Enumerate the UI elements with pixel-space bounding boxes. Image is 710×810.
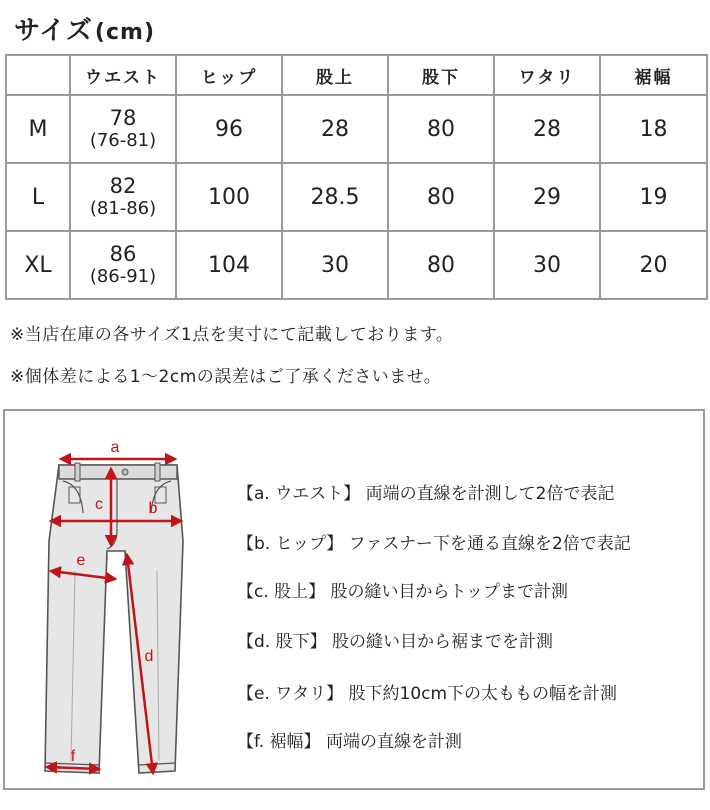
size-cell: M [6,95,70,163]
thigh-cell: 29 [494,163,600,231]
label-a: a [110,439,120,456]
page-title [14,10,155,47]
inseam-cell: 80 [388,163,494,231]
size-cell: XL [6,231,70,299]
table-row [6,231,707,299]
inseam-cell: 80 [388,231,494,299]
header-cell-hip: ヒップ [176,55,282,95]
title-text: サイズ [14,16,93,46]
waist-cell [70,95,176,163]
legend-waist: 【a. ウエスト】 両端の直線を計測して2倍で表記 [237,484,615,504]
hem-cell: 20 [600,231,707,299]
label-e: e [76,552,86,569]
header-cell-waist: ウエスト [70,55,176,95]
label-c: c [95,496,103,513]
hip-cell: 104 [176,231,282,299]
size-cell: L [6,163,70,231]
table-row [6,163,707,231]
table-row [6,95,707,163]
label-d: d [144,648,154,665]
rise-cell: 30 [282,231,388,299]
hip-cell: 100 [176,163,282,231]
legend-inseam: 【d. 股下】 股の縫い目から裾までを計測 [237,632,554,652]
inseam-cell: 80 [388,95,494,163]
table-header-row [6,55,707,95]
label-b: b [148,500,158,517]
thigh-cell: 30 [494,231,600,299]
waist-cell [70,163,176,231]
pants-illustration-icon [35,421,195,783]
legend-hip: 【b. ヒップ】 ファスナー下を通る直線を2倍で表記 [237,534,631,554]
size-table [5,54,708,300]
legend-rise: 【c. 股上】 股の縫い目からトップまで計測 [237,582,569,602]
hem-cell: 19 [600,163,707,231]
note-measurement: ※当店在庫の各サイズ1点を実寸にて記載しております。 [10,325,454,345]
hip-cell: 96 [176,95,282,163]
label-f: f [70,748,76,765]
thigh-cell: 28 [494,95,600,163]
waist-value: 78 [109,106,137,130]
rise-cell: 28.5 [282,163,388,231]
hem-cell: 18 [600,95,707,163]
header-cell-rise: 股上 [282,55,388,95]
header-cell-empty [6,55,70,95]
header-cell-thigh: ワタリ [494,55,600,95]
waist-value: 82 [109,174,137,198]
rise-cell: 28 [282,95,388,163]
waist-value: 86 [109,242,137,266]
measurement-diagram [3,409,705,790]
title-unit: (cm) [94,20,155,45]
note-tolerance: ※個体差による1〜2cmの誤差はご了承くださいませ。 [10,367,442,387]
waist-range: (76-81) [89,130,157,151]
header-cell-hem: 裾幅 [600,55,707,95]
waist-cell [70,231,176,299]
header-cell-inseam: 股下 [388,55,494,95]
waist-range: (81-86) [89,198,157,219]
legend-hem: 【f. 裾幅】 両端の直線を計測 [237,732,462,752]
waist-range: (86-91) [89,266,157,287]
legend-thigh: 【e. ワタリ】 股下約10cm下の太ももの幅を計測 [237,684,618,704]
